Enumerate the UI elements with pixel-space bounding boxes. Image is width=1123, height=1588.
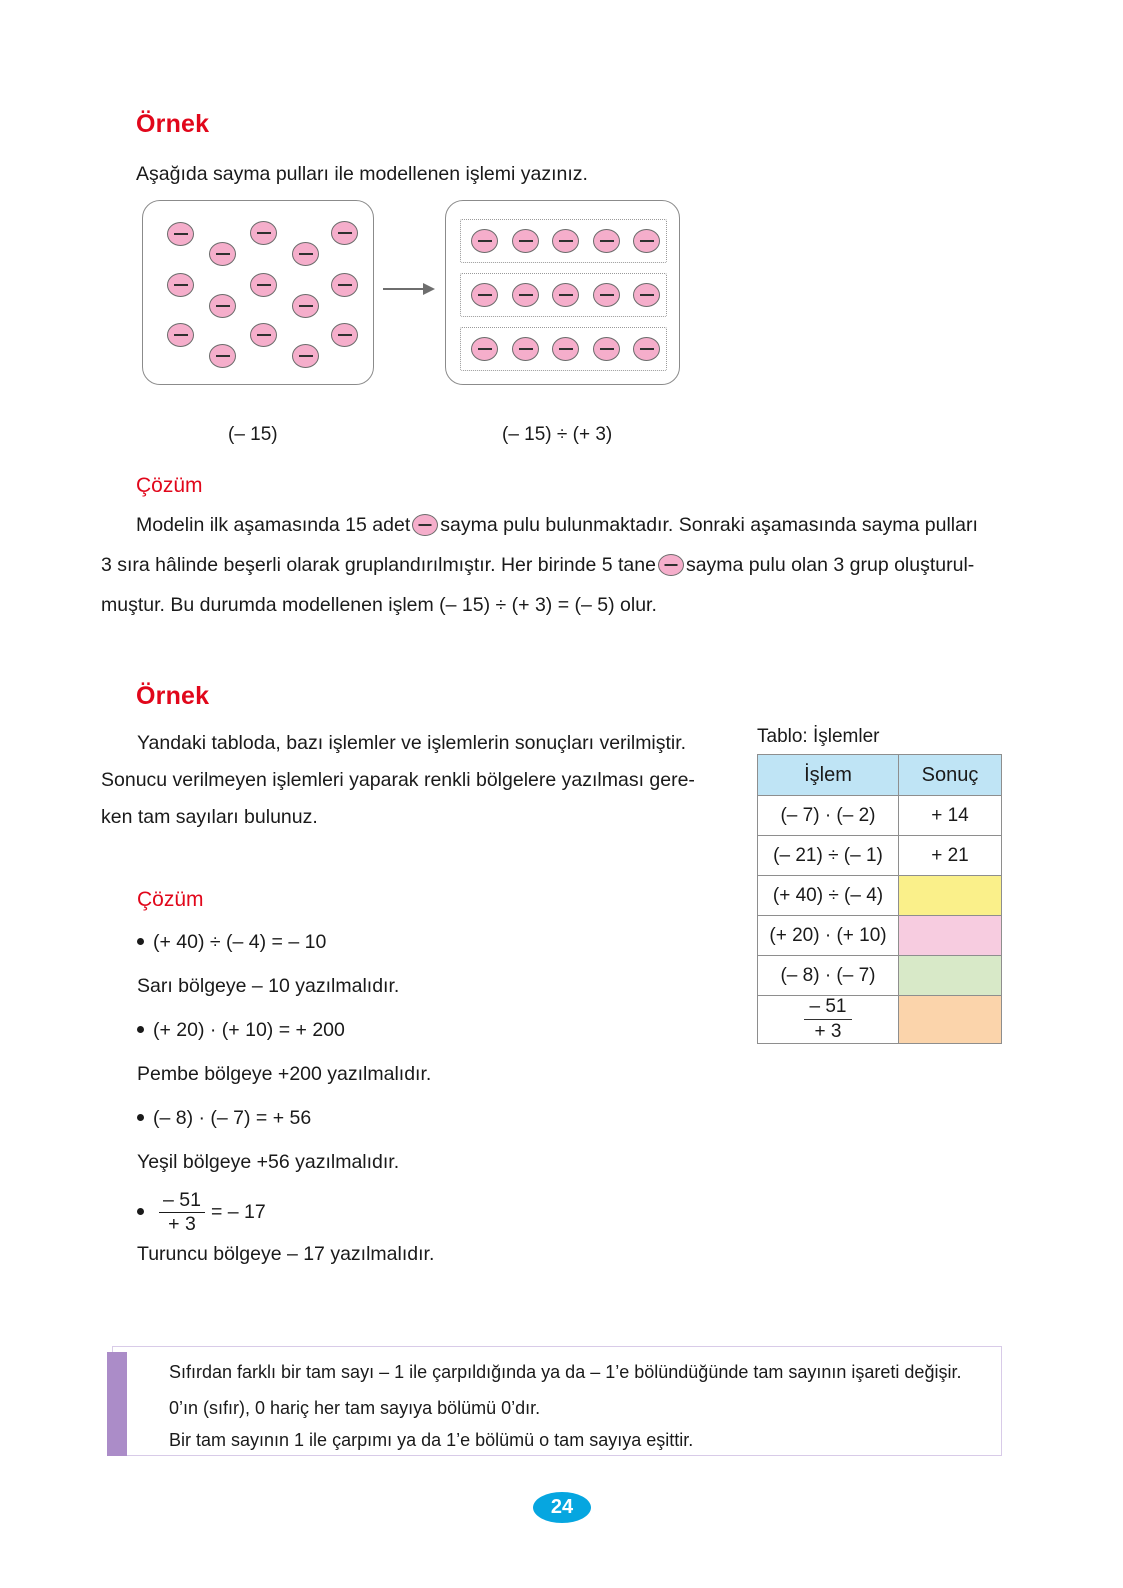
solution-bullet-1	[137, 931, 326, 954]
bullet-icon	[137, 1026, 144, 1033]
solution-note-3: Yeşil bölgeye +56 yazılmalıdır.	[137, 1151, 400, 1173]
bullet-math-4-equals: = – 17	[210, 1201, 266, 1224]
page-number-badge: 24	[533, 1492, 591, 1523]
fraction-denominator: + 3	[168, 1213, 196, 1236]
table-header-sonuc: Sonuç	[899, 755, 1002, 796]
example1-solution-heading: Çözüm	[136, 474, 203, 497]
example2-prompt-line1: Yandaki tabloda, bazı işlemler ve işlemlerin sonuçları verilmiştir.	[137, 732, 687, 754]
counter-chip	[167, 273, 194, 297]
counter-chip-icon	[658, 554, 684, 576]
table-row	[758, 996, 1002, 1044]
counter-chip	[471, 337, 498, 361]
example1-solution-line3: muştur. Bu durumda modellenen işlem (– 15) ÷ (+ 3) = (– 5) olur.	[101, 594, 657, 616]
model-box-grouped	[445, 200, 680, 385]
transform-arrow	[383, 281, 435, 302]
counter-chip	[593, 337, 620, 361]
table-row	[758, 916, 1002, 956]
counter-chip	[292, 344, 319, 368]
table-cell-islem: (– 8) · (– 7)	[758, 956, 899, 996]
counter-chip	[292, 242, 319, 266]
counter-chip	[209, 344, 236, 368]
counter-chip	[209, 242, 236, 266]
model-caption-right: (– 15) ÷ (+ 3)	[502, 424, 613, 445]
solution-bullet-3	[137, 1107, 311, 1130]
info-line-3: Bir tam sayının 1 ile çarpımı ya da 1’e bölümü o tam sayıya eşittir.	[169, 1430, 694, 1450]
fraction	[804, 996, 853, 1043]
islemler-table	[757, 754, 1002, 1044]
fraction-numerator: – 51	[804, 996, 853, 1020]
table-cell-islem: (– 7) · (– 2)	[758, 796, 899, 836]
info-line-2: 0’ın (sıfır), 0 hariç her tam sayıya bölümü 0’dır.	[169, 1398, 541, 1418]
table-row	[758, 876, 1002, 916]
bullet-math-3: (– 8) · (– 7) = + 56	[153, 1107, 312, 1129]
counter-chip	[593, 283, 620, 307]
model-box-initial	[142, 200, 374, 385]
example1-solution-line2	[101, 551, 1021, 580]
table-cell-sonuc-blank-green[interactable]	[899, 956, 1002, 996]
solution-bullet-2	[137, 1019, 345, 1042]
table-cell-sonuc-blank-orange[interactable]	[899, 996, 1002, 1044]
counter-chip	[250, 221, 277, 245]
table-cell-sonuc-blank-pink[interactable]	[899, 916, 1002, 956]
counter-chip	[512, 283, 539, 307]
table-cell-sonuc-blank-yellow[interactable]	[899, 876, 1002, 916]
solution-text-1b: sayma pulu bulunmaktadır. Sonraki aşamasında sayma pulları	[440, 514, 978, 536]
counter-chip	[552, 283, 579, 307]
fraction-numerator: – 51	[159, 1190, 205, 1213]
solution-text-2b: sayma pulu olan 3 grup oluşturul-	[685, 554, 975, 576]
counter-chip	[167, 222, 194, 246]
counter-chip	[250, 273, 277, 297]
solution-note-2: Pembe bölgeye +200 yazılmalıdır.	[137, 1063, 432, 1085]
counter-chip	[552, 337, 579, 361]
counter-chip	[593, 229, 620, 253]
example1-heading: Örnek	[136, 110, 210, 138]
table-header-islem: İşlem	[758, 755, 899, 796]
table-row	[758, 956, 1002, 996]
table-header-row	[758, 755, 1002, 796]
bullet-icon	[137, 1208, 144, 1215]
solution-note-4: Turuncu bölgeye – 17 yazılmalıdır.	[137, 1243, 435, 1265]
bullet-math-2: (+ 20) · (+ 10) = + 200	[153, 1019, 345, 1041]
counter-chip	[331, 273, 358, 297]
counter-chip	[331, 323, 358, 347]
counter-chip	[471, 283, 498, 307]
counter-chip	[167, 323, 194, 347]
bullet-icon	[137, 938, 144, 945]
counter-chip	[633, 229, 660, 253]
fraction-denominator: + 3	[814, 1020, 842, 1042]
table-row	[758, 836, 1002, 876]
counter-chip	[250, 323, 277, 347]
solution-note-1: Sarı bölgeye – 10 yazılmalıdır.	[137, 975, 400, 997]
table-caption: Tablo: İşlemler	[757, 726, 880, 747]
example1-prompt: Aşağıda sayma pulları ile modellenen işlemi yazınız.	[136, 163, 588, 185]
table-cell-islem-fraction	[758, 996, 899, 1044]
solution-text-2a: 3 sıra hâlinde beşerli olarak gruplandırılmıştır. Her birinde 5 tane	[101, 554, 656, 576]
solution-text-1a: Modelin ilk aşamasında 15 adet	[136, 514, 411, 536]
counter-chip	[209, 294, 236, 318]
fraction	[159, 1190, 205, 1236]
example2-prompt-line3: ken tam sayıları bulunuz.	[101, 806, 318, 828]
example2-heading: Örnek	[136, 682, 210, 710]
table-row	[758, 796, 1002, 836]
table-cell-islem: (– 21) ÷ (– 1)	[758, 836, 899, 876]
table-cell-islem: (+ 40) ÷ (– 4)	[758, 876, 899, 916]
info-box-accent-bar	[107, 1352, 127, 1456]
bullet-math-1: (+ 40) ÷ (– 4) = – 10	[153, 931, 327, 953]
counter-chip	[512, 337, 539, 361]
table-cell-sonuc: + 21	[899, 836, 1002, 876]
counter-chip	[633, 337, 660, 361]
table-cell-sonuc: + 14	[899, 796, 1002, 836]
info-line-1: Sıfırdan farklı bir tam sayı – 1 ile çarpıldığında ya da – 1’e bölündüğünde tam sayının işareti değişir.	[169, 1362, 962, 1382]
counter-chip-icon	[412, 514, 438, 536]
counter-chip	[331, 221, 358, 245]
example1-solution-line1	[136, 511, 1016, 540]
table-cell-islem: (+ 20) · (+ 10)	[758, 916, 899, 956]
counter-chip	[512, 229, 539, 253]
counter-chip	[471, 229, 498, 253]
counter-chip	[552, 229, 579, 253]
model-caption-left: (– 15)	[228, 424, 278, 445]
bullet-icon	[137, 1114, 144, 1121]
counter-chip	[292, 294, 319, 318]
counter-chip	[633, 283, 660, 307]
solution-bullet-4	[137, 1190, 266, 1236]
example2-solution-heading: Çözüm	[137, 888, 204, 911]
example2-prompt-line2: Sonucu verilmeyen işlemleri yaparak renkli bölgelere yazılması gere-	[101, 769, 695, 791]
